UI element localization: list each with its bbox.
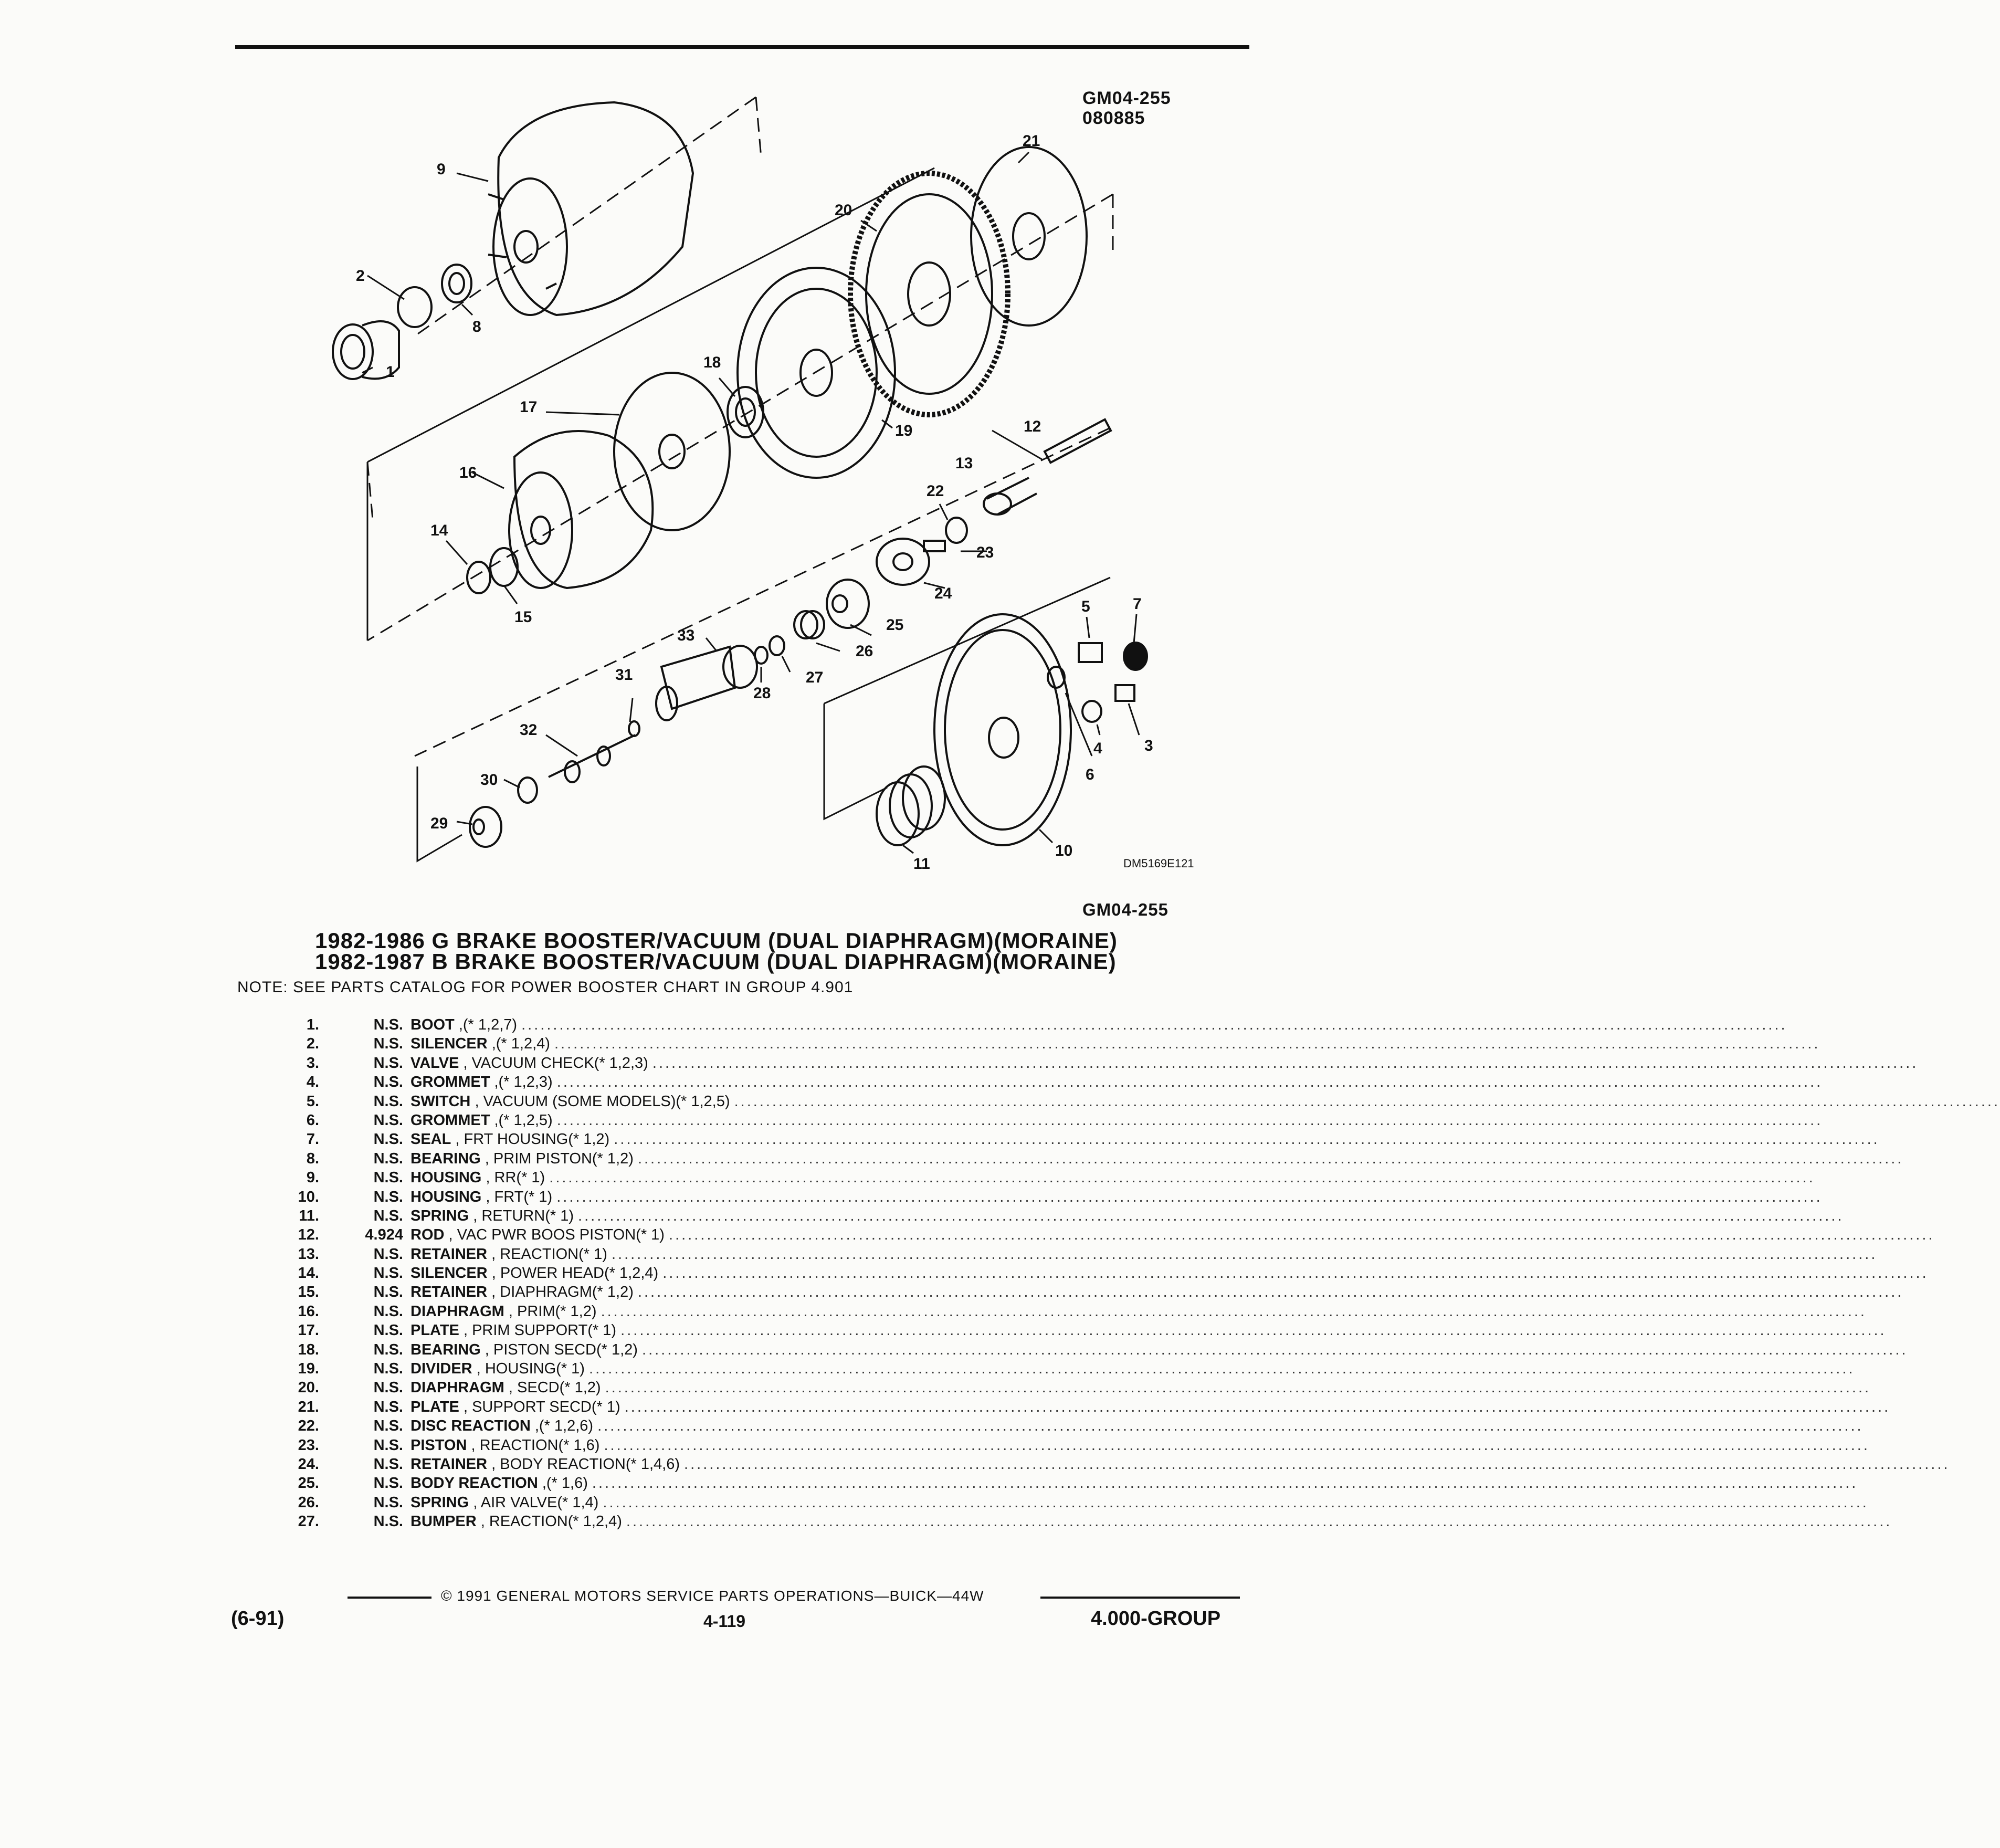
part-description — [410, 1359, 1855, 1378]
callout-16: 16 — [459, 464, 477, 481]
part-number: 4. — [306, 1074, 319, 1091]
list-item — [262, 1302, 1867, 1321]
leader-dots: ........................................................................................................................................................................................................ — [624, 1398, 1891, 1415]
footer-rule-right — [1040, 1597, 1240, 1599]
part-14-silencer — [467, 562, 490, 593]
part-description — [410, 1015, 1787, 1034]
part-detail: , SUPPORT SECD(* 1) — [463, 1398, 620, 1415]
part-detail: ,(* 1,2,5) — [494, 1111, 553, 1129]
part-27-bumper — [770, 636, 784, 655]
part-number: 7. — [306, 1131, 319, 1148]
part-detail: , VAC PWR BOOS PISTON(* 1) — [448, 1226, 665, 1244]
part-reference: N.S. — [373, 1379, 403, 1396]
part-22-disc-reaction — [946, 518, 967, 543]
part-reference: N.S. — [373, 1475, 403, 1492]
part-reference: N.S. — [373, 1398, 403, 1415]
part-3-valve — [1115, 685, 1134, 701]
part-6-grommet — [1048, 667, 1065, 688]
part-number: 3. — [306, 1054, 319, 1072]
leader-dots: ........................................................................................................................................................................................................ — [603, 1494, 1869, 1511]
part-detail: , SECD(* 1,2) — [508, 1379, 601, 1396]
part-description — [410, 1398, 1891, 1416]
callout-21: 21 — [1023, 132, 1040, 150]
part-description — [410, 1245, 1878, 1264]
part-detail: , FRT HOUSING(* 1,2) — [455, 1131, 610, 1148]
part-detail: , REACTION(* 1,6) — [471, 1436, 600, 1454]
callout-23: 23 — [976, 544, 994, 561]
callout-3: 3 — [1144, 737, 1153, 754]
part-detail: ,(* 1,2,6) — [534, 1418, 594, 1435]
list-item — [262, 1034, 1820, 1053]
leader-dots: ........................................................................................................................................................................................................ — [589, 1360, 1855, 1378]
part-detail: , AIR VALVE(* 1,4) — [473, 1494, 599, 1511]
part-description — [410, 1092, 2000, 1111]
part-4-grommet — [1082, 701, 1101, 722]
leader-dots: ........................................................................................................................................................................................................ — [556, 1111, 1823, 1129]
part-description — [410, 1340, 1908, 1359]
part-name: SILENCER — [410, 1035, 488, 1053]
part-description — [410, 1378, 1871, 1397]
callout-9: 9 — [437, 161, 446, 178]
leader-dots: ........................................................................................................................................................................................................ — [611, 1245, 1878, 1263]
callout-7: 7 — [1133, 595, 1142, 613]
list-item — [262, 1493, 1869, 1512]
part-24-retainer — [877, 539, 929, 585]
part-number: 15. — [298, 1284, 319, 1301]
part-number: 8. — [306, 1150, 319, 1167]
diagram-code: GM04-255 — [1082, 88, 1171, 108]
part-name: DIVIDER — [410, 1360, 472, 1378]
leader-dots: ........................................................................................................................................................................................................ — [662, 1265, 1929, 1282]
part-name: ROD — [410, 1226, 445, 1244]
part-reference: N.S. — [373, 1303, 403, 1320]
part-reference: N.S. — [373, 1245, 403, 1263]
list-item — [262, 1168, 1815, 1187]
list-item — [262, 1436, 1870, 1455]
list-item — [262, 1073, 1823, 1091]
part-detail: ,(* 1,6) — [542, 1475, 588, 1492]
part-9-rear-housing — [488, 102, 693, 315]
part-31 — [629, 721, 639, 736]
part-description — [410, 1034, 1820, 1053]
callout-8: 8 — [472, 318, 481, 335]
part-reference: N.S. — [373, 1207, 403, 1224]
part-number: 21. — [298, 1398, 319, 1415]
page-title — [315, 930, 1218, 972]
callout-28: 28 — [753, 685, 771, 702]
part-7-seal — [1124, 643, 1147, 670]
part-reference: N.S. — [373, 1016, 403, 1033]
part-description — [410, 1436, 1870, 1455]
part-description — [410, 1512, 1892, 1531]
part-detail: , PRIM(* 1,2) — [508, 1303, 597, 1320]
callout-14: 14 — [430, 522, 448, 539]
leader-dots: ........................................................................................................................................................................................................ — [734, 1093, 2000, 1110]
part-name: VALVE — [410, 1054, 459, 1072]
part-number: 23. — [298, 1436, 319, 1454]
title-line-1: 1982-1986 G BRAKE BOOSTER/VACUUM (DUAL DIAPHRAGM)(MORAINE) — [315, 928, 1118, 953]
part-8-bearing — [442, 265, 471, 302]
list-item — [262, 1111, 1823, 1130]
callout-6: 6 — [1086, 766, 1094, 783]
part-description — [410, 1474, 1858, 1493]
title-line-2: 1982-1987 B BRAKE BOOSTER/VACUUM (DUAL DIAPHRAGM)(MORAINE) — [315, 949, 1117, 974]
part-detail: , FRT(* 1) — [486, 1188, 553, 1205]
part-detail: , DIAPHRAGM(* 1,2) — [491, 1284, 634, 1301]
callout-27: 27 — [806, 669, 824, 686]
callout-31: 31 — [615, 666, 633, 684]
part-description — [410, 1455, 1950, 1474]
leader-dots: ........................................................................................................................................................................................................ — [556, 1188, 1823, 1205]
part-number: 19. — [298, 1360, 319, 1378]
callout-15: 15 — [514, 608, 532, 626]
part-description — [410, 1416, 1864, 1435]
leader-dots: ........................................................................................................................................................................................................ — [592, 1475, 1858, 1492]
part-reference: N.S. — [373, 1111, 403, 1129]
callout-12: 12 — [1024, 418, 1041, 435]
part-description — [410, 1321, 1887, 1340]
part-reference: N.S. — [373, 1054, 403, 1072]
part-name: BOOT — [410, 1016, 455, 1033]
leader-dots: ........................................................................................................................................................................................................ — [556, 1074, 1823, 1091]
part-reference: 4.924 — [365, 1226, 403, 1244]
part-name: HOUSING — [410, 1188, 482, 1205]
list-item — [262, 1455, 1950, 1474]
part-number: 27. — [298, 1513, 319, 1530]
part-30 — [518, 778, 537, 803]
list-item — [262, 1015, 1787, 1034]
callout-10: 10 — [1055, 842, 1073, 859]
part-name: DIAPHRAGM — [410, 1303, 504, 1320]
part-33-valve-body — [656, 646, 757, 720]
part-reference: N.S. — [373, 1093, 403, 1110]
part-25-body-reaction — [827, 580, 869, 628]
list-item — [262, 1416, 1864, 1435]
leader-dots: ........................................................................................................................................................................................................ — [521, 1016, 1787, 1033]
list-item — [262, 1474, 1858, 1493]
callout-18: 18 — [703, 354, 721, 371]
part-name: HOUSING — [410, 1169, 482, 1186]
part-number: 24. — [298, 1455, 319, 1473]
list-item — [262, 1321, 1887, 1340]
part-detail: , REACTION(* 1) — [491, 1245, 607, 1263]
part-name: SPRING — [410, 1207, 469, 1224]
callout-25: 25 — [886, 616, 904, 634]
part-name: BEARING — [410, 1150, 481, 1167]
part-reference: N.S. — [373, 1494, 403, 1511]
callout-11: 11 — [913, 855, 930, 873]
part-name: RETAINER — [410, 1245, 488, 1263]
footer-group: 4.000-GROUP — [1091, 1608, 1221, 1630]
callout-1: 1 — [386, 363, 395, 381]
list-item — [262, 1398, 1891, 1416]
part-description — [410, 1302, 1867, 1321]
part-reference: N.S. — [373, 1360, 403, 1378]
leader-dots: ........................................................................................................................................................................................................ — [597, 1418, 1864, 1435]
part-number: 16. — [298, 1303, 319, 1320]
drawing-id: DM5169E121 — [1123, 857, 1194, 870]
list-item — [262, 1245, 1878, 1264]
part-number: 26. — [298, 1494, 319, 1511]
part-29 — [470, 807, 501, 847]
callout-26: 26 — [856, 643, 873, 660]
part-reference: N.S. — [373, 1265, 403, 1282]
callout-17: 17 — [520, 398, 538, 416]
leader-dots: ........................................................................................................................................................................................................ — [669, 1226, 1935, 1244]
part-detail: , PRIM PISTON(* 1,2) — [485, 1150, 634, 1167]
part-number: 17. — [298, 1322, 319, 1339]
list-item — [262, 1378, 1871, 1397]
exploded-diagram — [0, 0, 1327, 924]
part-2-silencer — [398, 287, 431, 327]
part-reference: N.S. — [373, 1188, 403, 1205]
callout-2: 2 — [356, 267, 365, 285]
part-detail: ,(* 1,2,7) — [458, 1016, 518, 1033]
part-name: PISTON — [410, 1436, 467, 1454]
note-text: NOTE: SEE PARTS CATALOG FOR POWER BOOSTER CHART IN GROUP 4.901 — [237, 979, 854, 996]
part-description — [410, 1168, 1815, 1187]
part-26-spring — [794, 611, 824, 638]
footer-rule-left — [348, 1597, 431, 1599]
callout-20: 20 — [835, 202, 852, 219]
part-23-piston — [924, 541, 945, 551]
part-name: PLATE — [410, 1322, 459, 1339]
part-16-primary-diaphragm — [509, 431, 652, 588]
leader-dots: ........................................................................................................................................................................................................ — [578, 1207, 1844, 1224]
leader-dots: ........................................................................................................................................................................................................ — [642, 1341, 1908, 1358]
leader-dots: ........................................................................................................................................................................................................ — [684, 1455, 1950, 1473]
callout-24: 24 — [934, 585, 952, 602]
callout-32: 32 — [520, 721, 538, 739]
part-detail: , VACUUM CHECK(* 1,2,3) — [463, 1054, 648, 1072]
list-item — [262, 1206, 1844, 1225]
callout-33: 33 — [677, 627, 695, 644]
part-detail: , PRIM SUPPORT(* 1) — [463, 1322, 617, 1339]
part-detail: ,(* 1,2,3) — [494, 1074, 553, 1091]
part-detail: , REACTION(* 1,2,4) — [480, 1513, 622, 1530]
callout-29: 29 — [430, 815, 448, 832]
part-description — [410, 1149, 1904, 1168]
part-number: 18. — [298, 1341, 319, 1358]
leader-dots: ........................................................................................................................................................................................................ — [605, 1379, 1871, 1396]
leader-dots: ........................................................................................................................................................................................................ — [614, 1131, 1880, 1148]
part-reference: N.S. — [373, 1418, 403, 1435]
part-11-spring — [877, 766, 945, 845]
part-number: 14. — [298, 1265, 319, 1282]
list-item — [262, 1188, 1823, 1206]
part-reference: N.S. — [373, 1341, 403, 1358]
part-reference: N.S. — [373, 1035, 403, 1053]
part-reference: N.S. — [373, 1322, 403, 1339]
part-name: SEAL — [410, 1131, 451, 1148]
footer-revision: (6-91) — [231, 1608, 285, 1630]
part-detail: ,(* 1,2,4) — [491, 1035, 550, 1053]
list-item — [262, 1130, 1880, 1149]
callout-19: 19 — [895, 422, 913, 439]
part-number: 6. — [306, 1111, 319, 1129]
part-number: 10. — [298, 1188, 319, 1205]
part-detail: , HOUSING(* 1) — [476, 1360, 585, 1378]
part-detail: , BODY REACTION(* 1,4,6) — [491, 1455, 680, 1473]
part-reference: N.S. — [373, 1455, 403, 1473]
diagram-caption-code: GM04-255 — [1082, 900, 1169, 919]
part-detail: , RETURN(* 1) — [473, 1207, 574, 1224]
list-item — [262, 1092, 2000, 1111]
part-reference: N.S. — [373, 1436, 403, 1454]
part-number: 1. — [306, 1016, 319, 1033]
part-10-front-housing — [934, 614, 1071, 845]
leader-dots: ........................................................................................................................................................................................................ — [620, 1322, 1887, 1339]
leader-dots: ........................................................................................................................................................................................................ — [549, 1169, 1815, 1186]
part-name: SWITCH — [410, 1093, 471, 1110]
part-number: 25. — [298, 1475, 319, 1492]
part-description — [410, 1073, 1823, 1091]
part-number: 5. — [306, 1093, 319, 1110]
part-name: SILENCER — [410, 1265, 488, 1282]
list-item — [262, 1359, 1855, 1378]
part-detail: , PISTON SECD(* 1,2) — [485, 1341, 638, 1358]
part-description — [410, 1111, 1823, 1130]
part-21-support-plate — [971, 147, 1087, 326]
part-name: RETAINER — [410, 1284, 488, 1301]
callout-5: 5 — [1081, 598, 1090, 615]
part-description — [410, 1130, 1880, 1149]
footer-page-number: 4-119 — [703, 1612, 746, 1631]
leader-dots: ........................................................................................................................................................................................................ — [637, 1284, 1904, 1301]
part-number: 9. — [306, 1169, 319, 1186]
part-name: BUMPER — [410, 1513, 477, 1530]
part-number: 22. — [298, 1418, 319, 1435]
leader-dots: ........................................................................................................................................................................................................ — [604, 1436, 1870, 1454]
part-reference: N.S. — [373, 1150, 403, 1167]
part-name: BODY REACTION — [410, 1475, 538, 1492]
part-32-valve-assembly — [549, 735, 635, 782]
part-description — [410, 1188, 1823, 1206]
callout-4: 4 — [1093, 740, 1102, 757]
part-reference: N.S. — [373, 1074, 403, 1091]
callout-13: 13 — [955, 455, 973, 472]
list-item — [262, 1340, 1908, 1359]
part-number: 13. — [298, 1245, 319, 1263]
footer-copyright: © 1991 GENERAL MOTORS SERVICE PARTS OPERATIONS—BUICK—44W — [441, 1588, 984, 1604]
leader-dots: ........................................................................................................................................................................................................ — [652, 1054, 1919, 1072]
leader-dots: ........................................................................................................................................................................................................ — [554, 1035, 1820, 1053]
part-name: SPRING — [410, 1494, 469, 1511]
part-description — [410, 1493, 1869, 1512]
part-number: 11. — [299, 1207, 319, 1224]
leader-dots: ........................................................................................................................................................................................................ — [601, 1303, 1867, 1320]
part-description — [410, 1264, 1929, 1283]
part-name: PLATE — [410, 1398, 459, 1415]
part-detail: , RR(* 1) — [486, 1169, 545, 1186]
list-item — [262, 1264, 1929, 1283]
list-item — [262, 1512, 1892, 1531]
part-reference: N.S. — [373, 1284, 403, 1301]
part-12-rod — [1045, 419, 1111, 463]
part-name: BEARING — [410, 1341, 481, 1358]
part-name: RETAINER — [410, 1455, 488, 1473]
list-item — [262, 1054, 1919, 1073]
leader-dots: ........................................................................................................................................................................................................ — [637, 1150, 1904, 1167]
diagram-date: 080885 — [1082, 108, 1145, 128]
callout-30: 30 — [480, 771, 498, 789]
part-15-retainer — [490, 548, 518, 586]
part-number: 12. — [298, 1226, 319, 1244]
callout-22: 22 — [927, 482, 944, 500]
part-name: DIAPHRAGM — [410, 1379, 504, 1396]
part-5-switch — [1079, 643, 1102, 662]
list-item — [262, 1225, 1935, 1244]
list-item — [262, 1149, 1904, 1168]
part-reference: N.S. — [373, 1513, 403, 1530]
part-name: GROMMET — [410, 1111, 490, 1129]
part-name: DISC REACTION — [410, 1418, 531, 1435]
list-item — [262, 1283, 1904, 1301]
part-detail: , VACUUM (SOME MODELS)(* 1,2,5) — [475, 1093, 730, 1110]
part-reference: N.S. — [373, 1169, 403, 1186]
part-number: 2. — [306, 1035, 319, 1053]
part-description — [410, 1283, 1904, 1301]
part-description — [410, 1225, 1935, 1244]
part-name: GROMMET — [410, 1074, 490, 1091]
part-detail: , POWER HEAD(* 1,2,4) — [491, 1265, 659, 1282]
parts-list — [262, 1015, 2000, 1531]
part-description — [410, 1206, 1844, 1225]
part-description — [410, 1054, 1919, 1073]
leader-dots: ........................................................................................................................................................................................................ — [626, 1513, 1892, 1530]
part-number: 20. — [298, 1379, 319, 1396]
part-reference: N.S. — [373, 1131, 403, 1148]
